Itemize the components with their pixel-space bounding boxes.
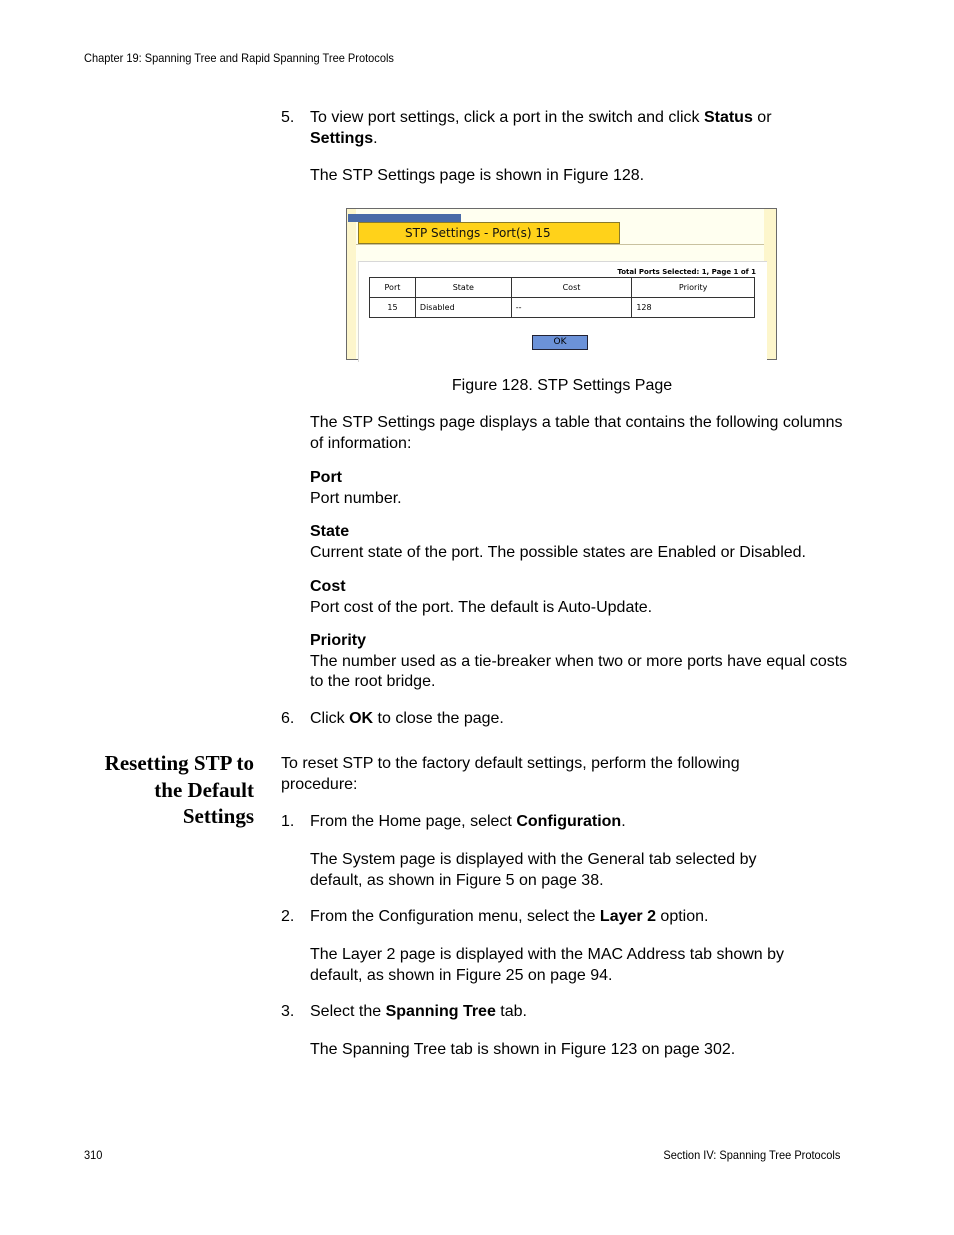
step-3-text (310, 1002, 850, 1023)
step-number: 2. (281, 908, 295, 925)
step-2-text (310, 907, 850, 928)
step-text: . (621, 813, 626, 830)
running-header: Chapter 19: Spanning Tree and Rapid Spanning Tree Protocols (84, 51, 394, 65)
step-5-text (310, 108, 850, 149)
cell-state: Disabled (415, 298, 511, 318)
page-number: 310 (84, 1148, 103, 1162)
definition-priority (310, 631, 850, 693)
step-6-text (310, 709, 850, 730)
total-ports-text: Total Ports Selected: 1, Page 1 of 1 (617, 268, 756, 276)
step-2-note: The Layer 2 page is displayed with the MAC Address tab shown by default, as shown in Figure 25 on page 94. (310, 946, 785, 984)
bold-term: Spanning Tree (385, 1003, 496, 1020)
definition-term: Priority (310, 632, 367, 649)
divider (356, 244, 764, 245)
step-1-text (310, 812, 850, 833)
bold-term: Settings (310, 129, 374, 147)
intro-paragraph: The STP Settings page displays a table that contains the following columns of information: (310, 414, 843, 452)
definition-port (310, 468, 850, 509)
cell-cost: -- (511, 298, 632, 318)
step-1-note: The System page is displayed with the General tab selected by default, as shown in Figure 5 on page 38. (310, 851, 757, 889)
definition-term: Port (310, 469, 342, 486)
column-header-priority: Priority (632, 278, 755, 298)
column-header-cost: Cost (511, 278, 632, 298)
figure-caption: Figure 128. STP Settings Page (451, 377, 673, 394)
step-text: From the Home page, select (310, 813, 517, 830)
left-band (347, 209, 356, 359)
step-5-note: The STP Settings page is shown in Figure 128. (310, 167, 645, 184)
stp-settings-title: STP Settings - Port(s) 15 (358, 222, 620, 244)
step-number: 1. (281, 813, 295, 830)
section-intro: To reset STP to the factory default settings, perform the following procedure: (281, 755, 740, 793)
stp-settings-figure (346, 208, 777, 360)
bold-term: Layer 2 (599, 908, 656, 925)
step-text: to close the page. (373, 710, 504, 727)
step-text: From the Configuration menu, select the (310, 908, 600, 925)
bold-term: OK (349, 710, 374, 727)
port-settings-table (369, 277, 755, 318)
table-row (370, 298, 755, 318)
ok-button[interactable]: OK (532, 335, 588, 350)
definition-desc: Port number. (310, 489, 402, 507)
column-header-port: Port (370, 278, 416, 298)
bold-term: Status (703, 109, 753, 126)
step-number: 3. (281, 1003, 295, 1020)
section-footer: Section IV: Spanning Tree Protocols (663, 1148, 840, 1162)
step-text: tab. (495, 1003, 527, 1020)
step-text: . (373, 129, 378, 147)
cell-port: 15 (370, 298, 416, 318)
definition-desc: The number used as a tie-breaker when two or more ports have equal costs to the root bridge. (310, 652, 848, 690)
step-3-note: The Spanning Tree tab is shown in Figure 123 on page 302. (310, 1041, 736, 1058)
step-text: Select the (310, 1003, 386, 1020)
step-text: To view port settings, click a port in the switch and click (310, 109, 704, 126)
definition-desc: Port cost of the port. The default is Auto-Update. (310, 598, 653, 616)
definition-state (310, 522, 850, 563)
bold-term: Configuration (516, 813, 622, 830)
window-top-bar (348, 214, 461, 222)
definition-cost (310, 577, 850, 618)
heading-line: Settings (182, 804, 254, 828)
column-header-state: State (415, 278, 511, 298)
definition-term: State (310, 523, 350, 540)
definition-term: Cost (310, 578, 346, 595)
heading-line: Resetting STP to (104, 751, 254, 775)
heading-line: the Default (154, 777, 254, 802)
definition-desc: Current state of the port. The possible states are Enabled or Disabled. (310, 543, 806, 561)
step-text: Click (310, 710, 350, 727)
table-header-row (370, 278, 755, 298)
section-heading (60, 750, 254, 830)
step-text: or (752, 109, 772, 126)
settings-panel (358, 261, 767, 362)
step-number: 5. (281, 109, 295, 126)
step-text: option. (655, 908, 709, 925)
cell-priority: 128 (632, 298, 755, 318)
step-number: 6. (281, 710, 295, 727)
